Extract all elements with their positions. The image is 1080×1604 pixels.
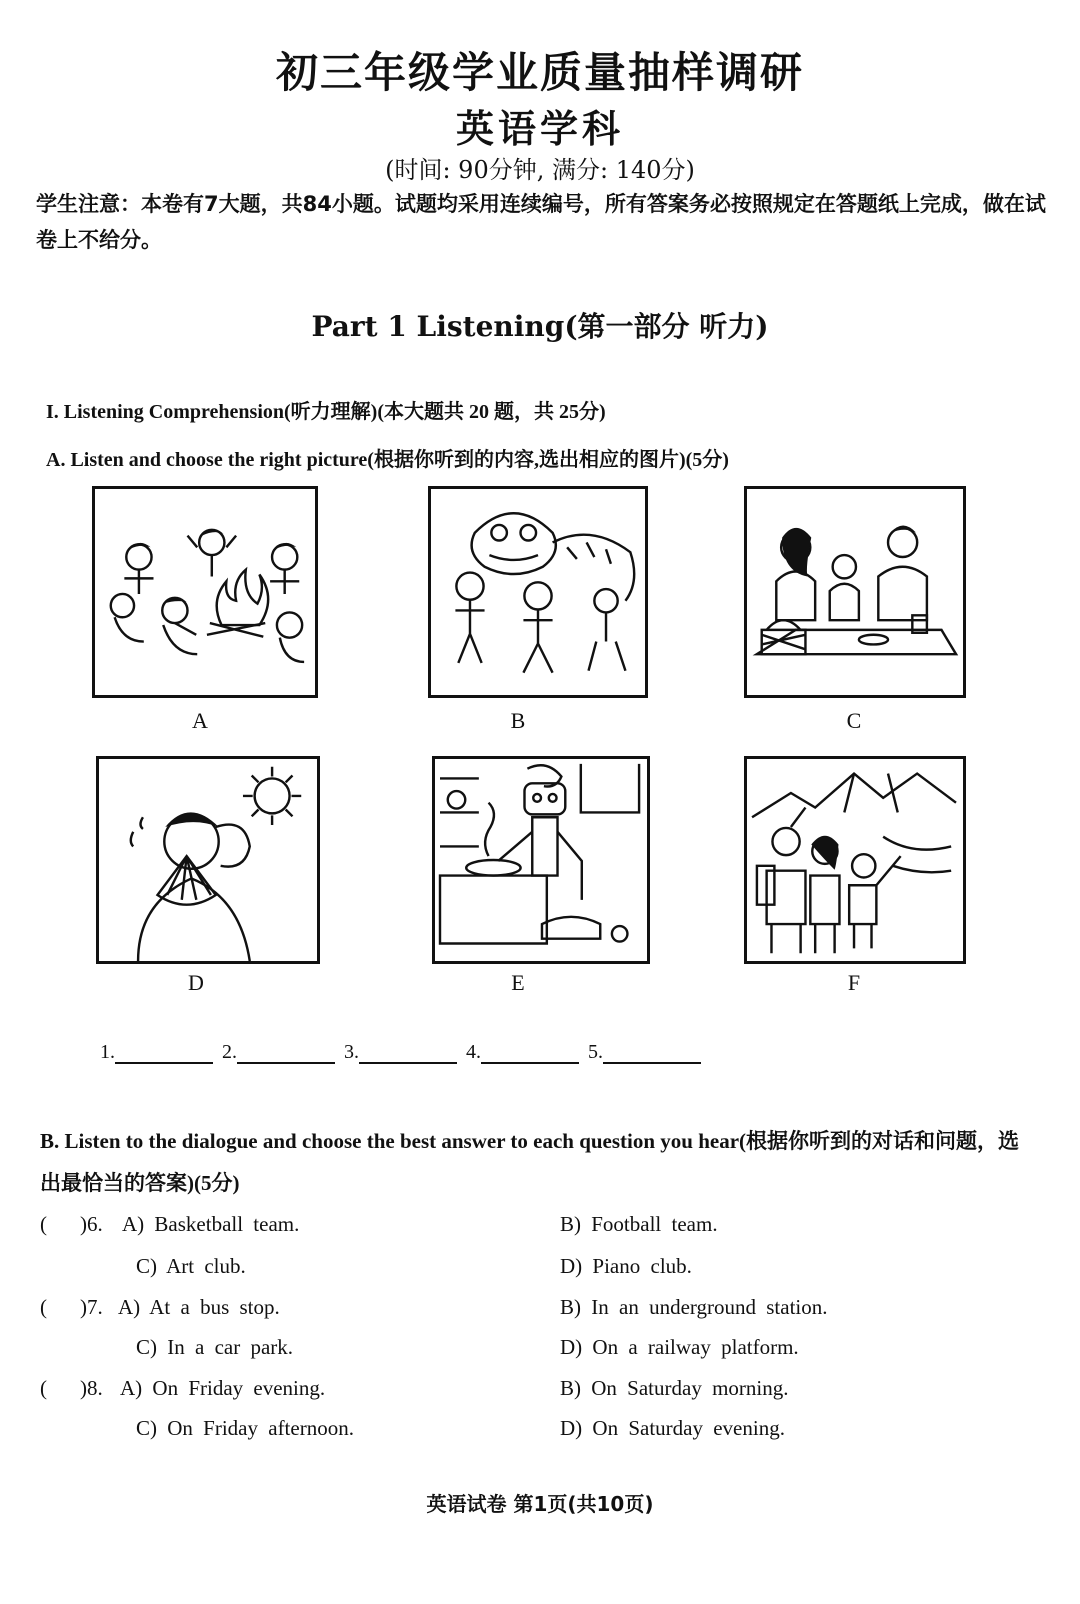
exam-subject: 英语学科 bbox=[455, 106, 624, 151]
picture-label: B bbox=[510, 708, 526, 733]
family-picnic-icon bbox=[747, 489, 963, 695]
mountain-hikers-icon bbox=[747, 759, 963, 961]
page-footer: 英语试卷 第1页(共10页) bbox=[426, 1492, 654, 1516]
option-d[interactable]: D) On Saturday evening. bbox=[560, 1416, 785, 1440]
part-title: Part 1 Listening(第一部分 听力) bbox=[311, 310, 769, 343]
lion-dance-icon bbox=[431, 489, 645, 695]
picture-label: C bbox=[846, 708, 862, 733]
section-a-heading: A. Listen and choose the right picture(根据你听到的内容,选出相应的图片)(5分) bbox=[46, 449, 729, 471]
answer-blanks bbox=[100, 1040, 705, 1064]
option-c[interactable]: C) In a car park. bbox=[136, 1335, 294, 1359]
answer-paren: ( bbox=[40, 1212, 47, 1236]
blank-number: 1. bbox=[100, 1041, 115, 1063]
option-a[interactable]: A) At a bus stop. bbox=[118, 1295, 280, 1319]
campfire-children-icon bbox=[95, 489, 315, 695]
picture-label: F bbox=[847, 970, 861, 995]
picture-c bbox=[744, 486, 966, 698]
option-d[interactable]: D) Piano club. bbox=[560, 1254, 692, 1278]
option-b[interactable]: B) In an underground station. bbox=[560, 1295, 828, 1319]
answer-paren: ( bbox=[40, 1376, 47, 1400]
blank-number: 4. bbox=[466, 1041, 481, 1063]
picture-label: E bbox=[511, 970, 525, 995]
exam-title: 初三年级学业质量抽样调研 bbox=[275, 48, 804, 97]
option-d[interactable]: D) On a railway platform. bbox=[560, 1335, 799, 1359]
picture-f bbox=[744, 756, 966, 964]
time-info: (时间: 90分钟, 满分: 140分) bbox=[385, 156, 695, 184]
option-a[interactable]: A) On Friday evening. bbox=[120, 1376, 326, 1400]
option-c[interactable]: C) Art club. bbox=[136, 1254, 246, 1278]
blank-number: 3. bbox=[344, 1041, 359, 1063]
answer-blank-5[interactable] bbox=[603, 1040, 701, 1064]
question-number: )8. bbox=[80, 1376, 103, 1400]
answer-blank-4[interactable] bbox=[481, 1040, 579, 1064]
question-number: )6. bbox=[80, 1212, 103, 1236]
cooking-robot-icon bbox=[435, 759, 647, 961]
option-b[interactable]: B) On Saturday morning. bbox=[560, 1376, 789, 1400]
picture-label: A bbox=[192, 708, 208, 733]
blank-number: 5. bbox=[588, 1041, 603, 1063]
picture-d bbox=[96, 756, 320, 964]
option-c[interactable]: C) On Friday afternoon. bbox=[136, 1416, 354, 1440]
option-b[interactable]: B) Football team. bbox=[560, 1212, 718, 1236]
answer-blank-3[interactable] bbox=[359, 1040, 457, 1064]
answer-blank-1[interactable] bbox=[115, 1040, 213, 1064]
answer-paren: ( bbox=[40, 1295, 47, 1319]
picture-b bbox=[428, 486, 648, 698]
picture-label: D bbox=[188, 970, 204, 995]
question-number: )7. bbox=[80, 1295, 103, 1319]
section-b-heading: B. Listen to the dialogue and choose the best answer to each question you hear(根据你听到的对话和问题，选出最恰当的答案)(5分) bbox=[40, 1129, 1020, 1195]
hot-weather-man-icon bbox=[99, 759, 317, 961]
picture-a bbox=[92, 486, 318, 698]
section-heading: I. Listening Comprehension(听力理解)(本大题共 20 题，共 25分) bbox=[46, 401, 606, 423]
option-a[interactable]: A) Basketball team. bbox=[122, 1212, 300, 1236]
answer-blank-2[interactable] bbox=[237, 1040, 335, 1064]
student-notice: 学生注意：本卷有7大题，共84小题。试题均采用连续编号，所有答案务必按照规定在答题纸上完成，做在试卷上不给分。 bbox=[36, 192, 1046, 252]
blank-number: 2. bbox=[222, 1041, 237, 1063]
picture-e bbox=[432, 756, 650, 964]
